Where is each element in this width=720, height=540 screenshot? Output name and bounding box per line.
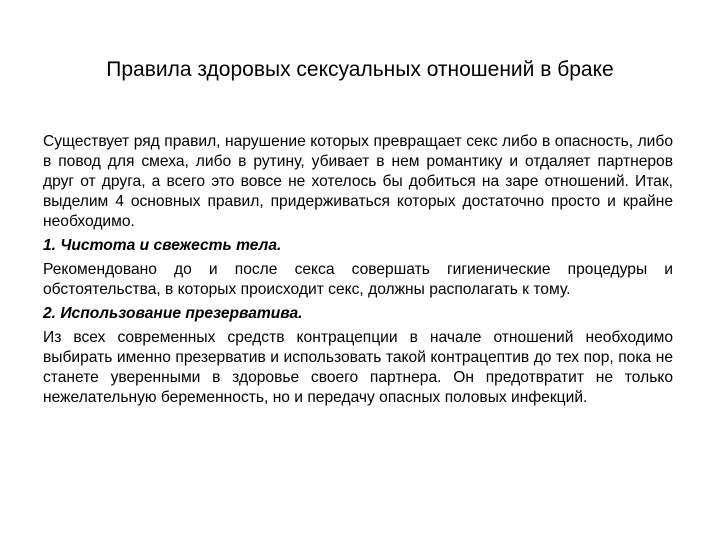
- slide-body: [43, 132, 673, 412]
- intro-paragraph: Существует ряд правил, нарушение которых превращает секс либо в опасность, либо в повод для смеха, либо в рутину, убивает в нем романтику и отдаляет партнеров друг от друга, а всего это вовсе не хотелось бы добиться на заре отношений. Итак, выделим 4 основных правил, придерживаться которых достаточно просто и крайне необходимо.: [43, 133, 673, 230]
- rule-1-heading: 1. Чистота и свежесть тела.: [43, 237, 282, 254]
- rule-2-heading: 2. Использование презерватива.: [43, 305, 303, 322]
- slide-title: Правила здоровых сексуальных отношений в браке: [106, 58, 614, 81]
- rule-1-text: Рекомендовано до и после секса совершать гигиенические процедуры и обстоятельства, в которых происходит секс, должны располагать к тому.: [43, 261, 673, 298]
- rule-2-text: Из всех современных средств контрацепции в начале отношений необходимо выбирать именно презерватив и использовать такой контрацептив до тех пор, пока не станете уверенными в здоровье своего партнера. Он предотвратит не только нежелательную беременность, но и передачу опасных половых инфекций.: [43, 329, 673, 406]
